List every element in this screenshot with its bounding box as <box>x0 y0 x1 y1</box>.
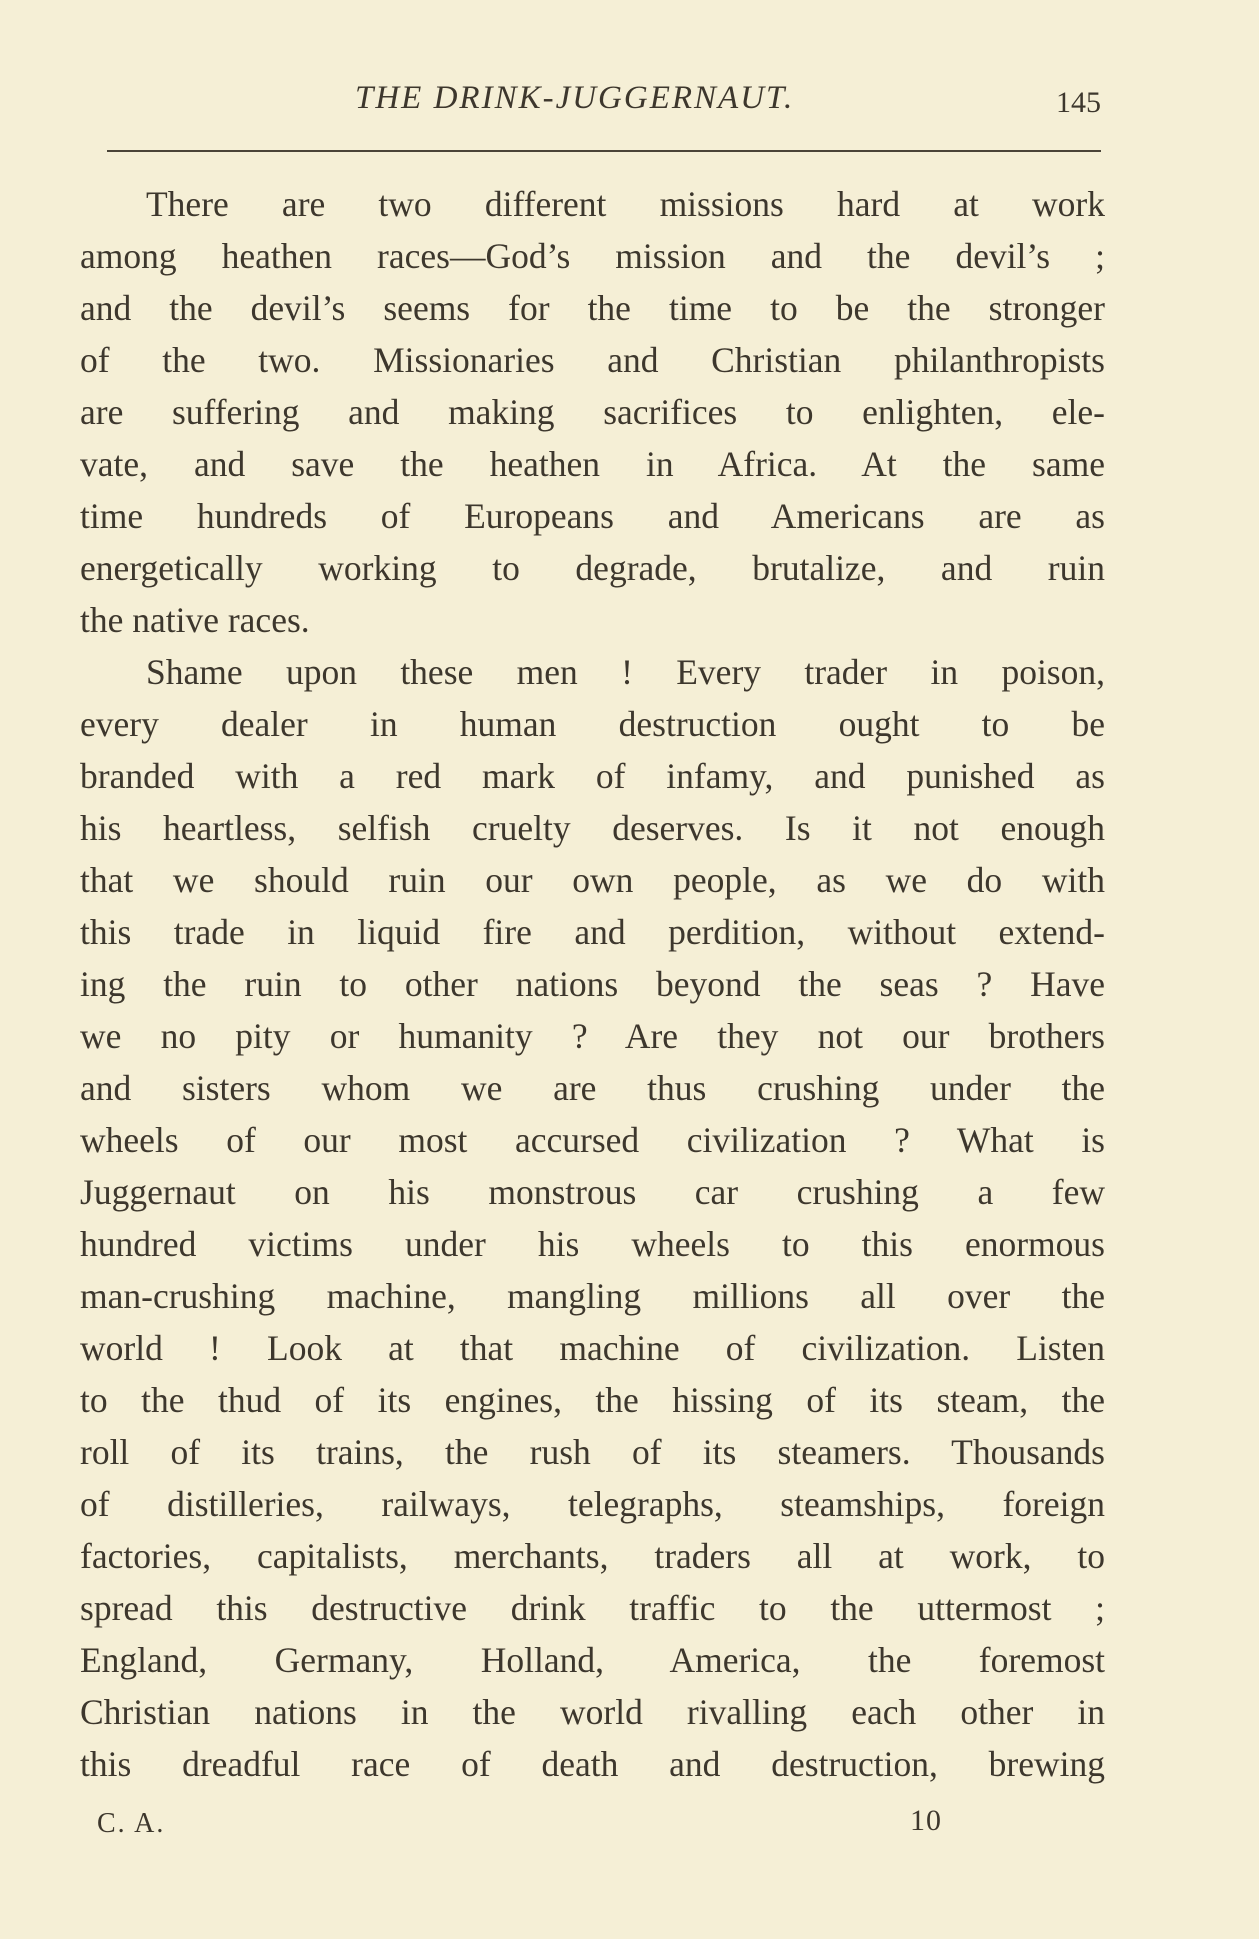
text-line: we no pity or humanity ? Are they not our brothers <box>80 1016 1105 1056</box>
sheet-number: 10 <box>910 1804 942 1837</box>
body-text <box>80 178 1105 1790</box>
text-line: the native races. <box>80 600 310 640</box>
text-line: branded with a red mark of infamy, and punished as <box>80 756 1105 796</box>
text-line: Christian nations in the world rivalling each other in <box>80 1692 1105 1732</box>
page-number: 145 <box>1056 86 1101 119</box>
text-line: factories, capitalists, merchants, traders all at work, to <box>80 1536 1105 1576</box>
text-line: to the thud of its engines, the hissing of its steam, the <box>80 1380 1105 1420</box>
text-line: every dealer in human destruction ought to be <box>80 704 1105 744</box>
text-line: time hundreds of Europeans and Americans are as <box>80 496 1105 536</box>
text-line: ing the ruin to other nations beyond the seas ? Have <box>80 964 1105 1004</box>
running-head <box>0 80 1259 130</box>
text-line: and the devil’s seems for the time to be the stronger <box>80 288 1105 328</box>
text-line: are suffering and making sacrifices to enlighten, ele- <box>80 392 1105 432</box>
text-line: There are two different missions hard at work <box>146 184 1105 224</box>
text-line: this trade in liquid fire and perdition, without extend- <box>80 912 1105 952</box>
text-line: among heathen races—God’s mission and the devil’s ; <box>80 236 1105 276</box>
text-line: vate, and save the heathen in Africa. At the same <box>80 444 1105 484</box>
text-line: world ! Look at that machine of civilization. Listen <box>80 1328 1105 1368</box>
text-line: roll of its trains, the rush of its steamers. Thousands <box>80 1432 1105 1472</box>
signature-mark: C. A. <box>97 1808 166 1839</box>
text-line: of the two. Missionaries and Christian philanthropists <box>80 340 1105 380</box>
text-line: of distilleries, railways, telegraphs, steamships, foreign <box>80 1484 1105 1524</box>
text-line: hundred victims under his wheels to this enormous <box>80 1224 1105 1264</box>
text-line: wheels of our most accursed civilization ? What is <box>80 1120 1105 1160</box>
header-rule <box>107 150 1101 152</box>
text-line: Juggernaut on his monstrous car crushing a few <box>80 1172 1105 1212</box>
text-line: England, Germany, Holland, America, the foremost <box>80 1640 1105 1680</box>
text-line: spread this destructive drink traffic to the uttermost ; <box>80 1588 1105 1628</box>
text-line: his heartless, selfish cruelty deserves. Is it not enough <box>80 808 1105 848</box>
text-line: man-crushing machine, mangling millions all over the <box>80 1276 1105 1316</box>
text-line: energetically working to degrade, brutalize, and ruin <box>80 548 1105 588</box>
running-title: THE DRINK-JUGGERNAUT. <box>355 80 795 116</box>
text-line: this dreadful race of death and destruction, brewing <box>80 1744 1105 1784</box>
text-line: that we should ruin our own people, as we do with <box>80 860 1105 900</box>
text-line: Shame upon these men ! Every trader in poison, <box>146 652 1105 692</box>
text-line: and sisters whom we are thus crushing under the <box>80 1068 1105 1108</box>
